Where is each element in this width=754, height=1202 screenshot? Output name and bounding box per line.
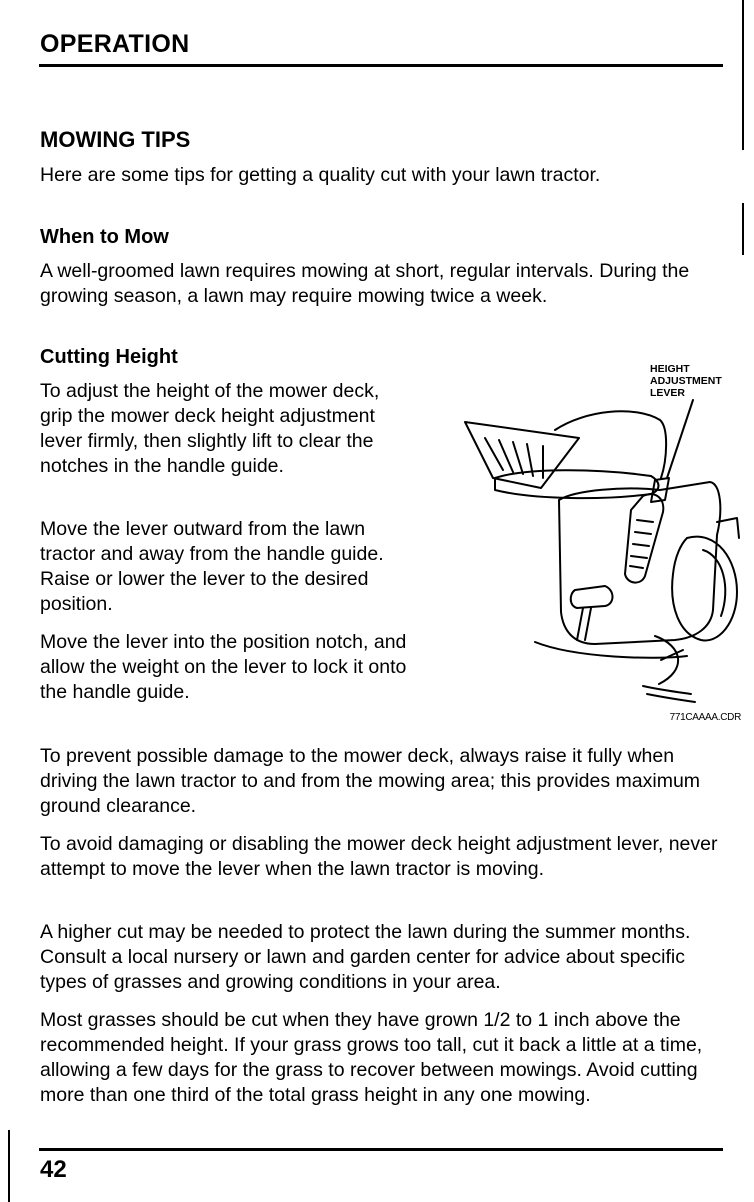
scan-edge-line (742, 203, 744, 255)
footer-rule (39, 1148, 723, 1151)
lawn-tractor-illustration (455, 360, 747, 725)
cutting-height-heading: Cutting Height (40, 346, 178, 368)
mowing-tips-heading: MOWING TIPS (40, 127, 191, 152)
when-to-mow-text: A well-groomed lawn requires mowing at short, regular intervals. During the growing season, a lawn may require mowing twice a week. (40, 260, 690, 307)
cutting-height-paragraph: Move the lever outward from the lawn tractor and away from the handle guide. Raise or lower the lever to the desired position. (40, 518, 384, 615)
header-rule (39, 64, 723, 67)
scan-edge-line (742, 0, 744, 150)
height-adjustment-lever-figure (455, 360, 747, 725)
scan-edge-line (8, 1130, 10, 1202)
cutting-height-paragraph: To prevent possible damage to the mower deck, always raise it fully when driving the lawn tractor to and from the mowing area; this provides maximum ground clearance. (40, 745, 701, 817)
mowing-tips-intro: Here are some tips for getting a quality cut with your lawn tractor. (40, 164, 601, 186)
page-number: 42 (40, 1156, 67, 1183)
cutting-height-paragraph: To avoid damaging or disabling the mower deck height adjustment lever, never attempt to move the lever when the lawn tractor is moving. (40, 833, 718, 880)
section-title: OPERATION (40, 30, 190, 58)
cutting-height-paragraph: Most grasses should be cut when they have grown 1/2 to 1 inch above the recommended height. If your grass grows too tall, cut it back a little at a time, allowing a few days for the grass to recover between mowings. Avoid cutting more than one third of the total grass height in any one mowing. (40, 1009, 703, 1106)
figure-code: 771CAAAA.CDR (669, 712, 741, 723)
cutting-height-paragraph: To adjust the height of the mower deck, grip the mower deck height adjustment lever firmly, then slightly lift to clear the notches in the handle guide. (40, 380, 380, 477)
cutting-height-paragraph: A higher cut may be needed to protect the lawn during the summer months. Consult a local nursery or lawn and garden center for advice about specific types of grasses and growing conditions in your area. (40, 921, 691, 993)
cutting-height-paragraph: Move the lever into the position notch, and allow the weight on the lever to lock it onto the handle guide. (40, 631, 407, 703)
figure-callout-label: HEIGHT ADJUSTMENT LEVER (650, 363, 722, 399)
when-to-mow-heading: When to Mow (40, 226, 169, 248)
